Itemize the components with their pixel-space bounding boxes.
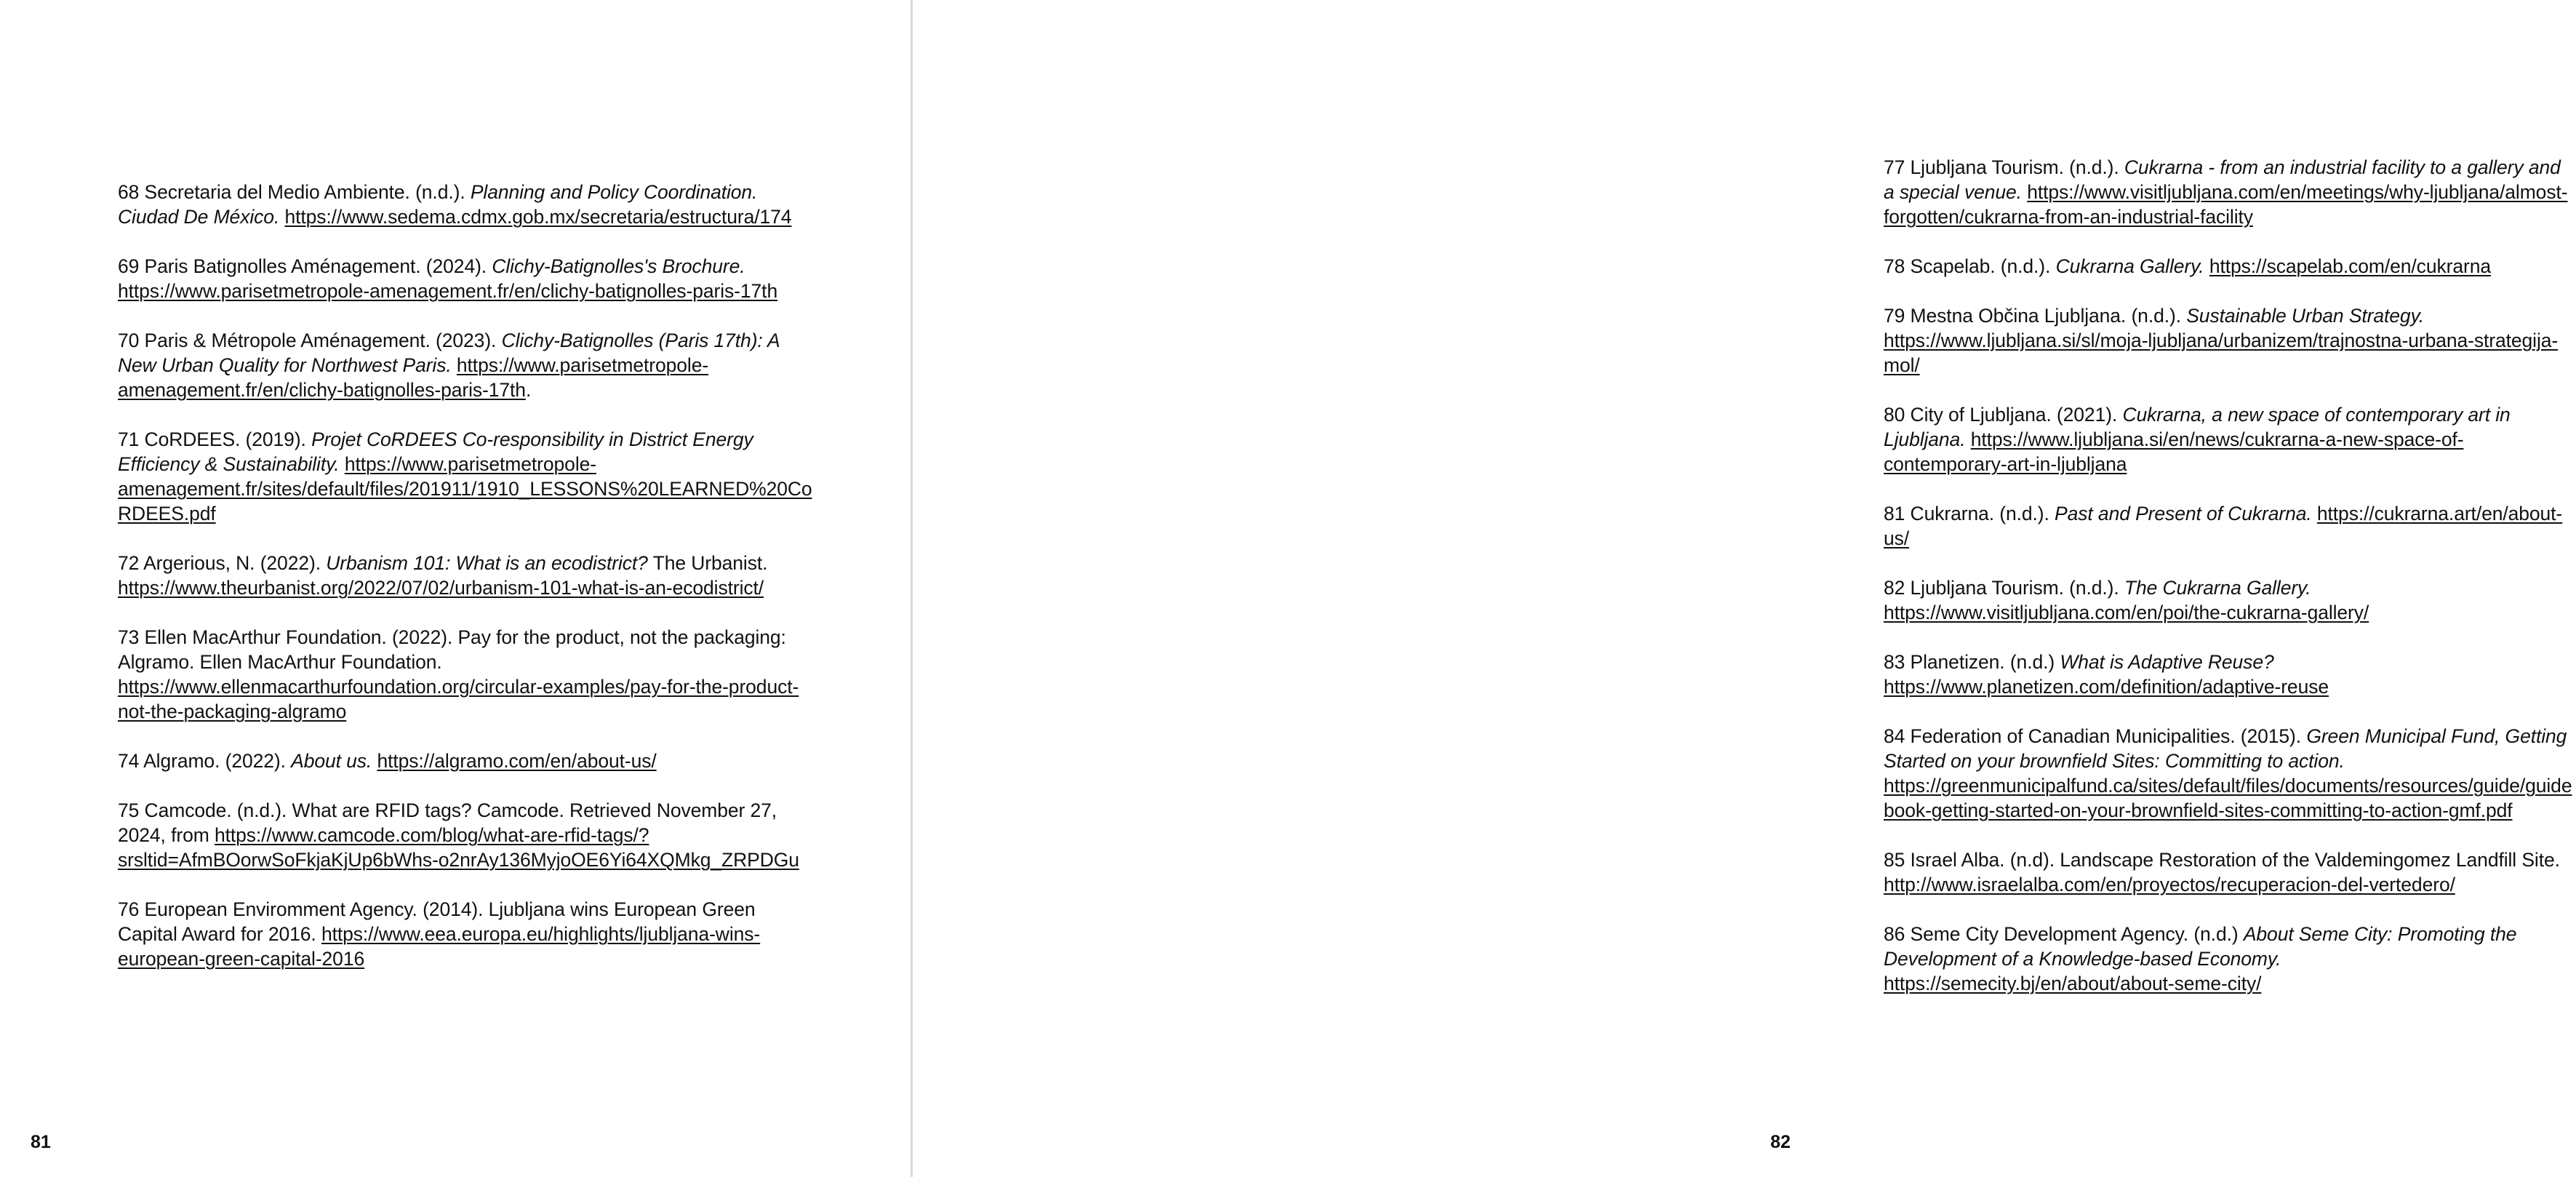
reference-number: 74 xyxy=(118,750,140,772)
reference-item xyxy=(118,180,816,229)
reference-item xyxy=(118,798,816,872)
reference-number: 78 xyxy=(1884,255,1905,277)
reference-author-date: Paris Batignolles Aménagement. (2024). xyxy=(144,255,487,277)
reference-list-right xyxy=(1884,155,2576,1021)
reference-link[interactable]: https://www.ellenmacarthurfoundation.org/circular-examples/pay-for-the-product-not-the-packaging-algramo xyxy=(118,676,799,722)
reference-title: Clichy-Batignolles (Paris 17th): A New Urban Quality for Northwest Paris. xyxy=(118,330,780,376)
reference-number: 70 xyxy=(118,330,140,351)
reference-item xyxy=(118,328,816,402)
reference-author-date: Secretaria del Medio Ambiente. (n.d.). xyxy=(144,181,465,203)
reference-author-date: Planetizen. (n.d.) xyxy=(1910,651,2055,673)
reference-number: 81 xyxy=(1884,503,1905,524)
reference-link[interactable]: https://www.theurbanist.org/2022/07/02/urbanism-101-what-is-an-ecodistrict/ xyxy=(118,577,764,599)
reference-title: Projet CoRDEES Co-responsibility in District Energy Efficiency & Sustainability. xyxy=(118,428,753,475)
reference-link[interactable]: https://www.camcode.com/blog/what-are-rfid-tags/?srsltid=AfmBOorwSoFkjaKjUp6bWhs-o2nrAy136MyjoOE6Yi64XQMkg_ZRPDGu xyxy=(118,824,799,871)
reference-title: Green Municipal Fund, Getting Started on your brownfield Sites: Committing to action. xyxy=(1884,725,2567,772)
reference-number: 86 xyxy=(1884,923,1905,945)
reference-item xyxy=(1884,303,2576,378)
reference-author-date: Ljubljana Tourism. (n.d.). xyxy=(1910,156,2119,178)
reference-number: 79 xyxy=(1884,305,1905,327)
reference-trailing-punctuation: . xyxy=(525,379,532,401)
reference-title: Planning and Policy Coordination. Ciudad De México. xyxy=(118,181,758,228)
reference-author-date: Israel Alba. (n.d). Landscape Restoration of the Valdemingomez Landfill Site. xyxy=(1910,849,2560,871)
reference-number: 84 xyxy=(1884,725,1905,747)
reference-item xyxy=(1884,254,2576,279)
reference-item xyxy=(1884,575,2576,625)
page-number-left: 81 xyxy=(31,1132,51,1152)
reference-number: 71 xyxy=(118,428,140,450)
reference-link[interactable]: https://www.visitljubljana.com/en/meetings/why-ljubljana/almost-forgotten/cukrarna-from-an-industrial-facility xyxy=(1884,181,2568,228)
reference-link[interactable]: https://www.eea.europa.eu/highlights/ljubljana-wins-european-green-capital-2016 xyxy=(118,923,761,970)
reference-link[interactable]: http://www.israelalba.com/en/proyectos/recuperacion-del-vertedero/ xyxy=(1884,874,2455,895)
reference-item xyxy=(1884,724,2576,823)
reference-publisher: The Urbanist. xyxy=(652,552,768,574)
reference-item xyxy=(1884,155,2576,229)
reference-author-date: Federation of Canadian Municipalities. (2015). xyxy=(1910,725,2302,747)
reference-number: 85 xyxy=(1884,849,1905,871)
reference-list-left xyxy=(118,180,816,996)
reference-title: Urbanism 101: What is an ecodistrict? xyxy=(326,552,648,574)
reference-author-date: Mestna Občina Ljubljana. (n.d.). xyxy=(1910,305,2181,327)
reference-item xyxy=(1884,501,2576,551)
reference-author-date: Ljubljana Tourism. (n.d.). xyxy=(1910,577,2119,599)
reference-item xyxy=(118,551,816,600)
reference-number: 76 xyxy=(118,898,140,920)
reference-number: 69 xyxy=(118,255,140,277)
reference-link[interactable]: https://www.parisetmetropole-amenagement.fr/en/clichy-batignolles-paris-17th xyxy=(118,354,709,401)
reference-link[interactable]: https://www.parisetmetropole-amenagement.fr/sites/default/files/201911/1910_LESSONS%20LEARNED%20CoRDEES.pdf xyxy=(118,453,812,524)
reference-number: 82 xyxy=(1884,577,1905,599)
reference-title: Cukrarna - from an industrial facility to a gallery and a special venue. xyxy=(1884,156,2561,203)
reference-link[interactable]: https://www.parisetmetropole-amenagement.fr/en/clichy-batignolles-paris-17th xyxy=(118,280,778,302)
reference-title: About Seme City: Promoting the Development of a Knowledge-based Economy. xyxy=(1884,923,2517,970)
reference-author-date: Paris & Métropole Aménagement. (2023). xyxy=(144,330,497,351)
reference-title: Cukrarna Gallery. xyxy=(2055,255,2204,277)
reference-item xyxy=(118,749,816,773)
reference-link[interactable]: https://www.sedema.cdmx.gob.mx/secretaria/estructura/174 xyxy=(284,206,792,228)
reference-link[interactable]: https://www.visitljubljana.com/en/poi/the-cukrarna-gallery/ xyxy=(1884,602,2369,623)
reference-item xyxy=(118,427,816,526)
right-page xyxy=(913,0,2572,1177)
reference-link[interactable]: https://www.planetizen.com/definition/adaptive-reuse xyxy=(1884,676,2329,698)
reference-link[interactable]: https://cukrarna.art/en/about-us/ xyxy=(1884,503,2563,549)
reference-author-date: Cukrarna. (n.d.). xyxy=(1910,503,2049,524)
reference-number: 73 xyxy=(118,626,140,648)
reference-title: About us. xyxy=(291,750,372,772)
reference-number: 68 xyxy=(118,181,140,203)
reference-title: Cukrarna, a new space of contemporary art in Ljubljana. xyxy=(1884,404,2511,450)
reference-number: 75 xyxy=(118,799,140,821)
reference-item xyxy=(1884,402,2576,476)
reference-author-date: Ellen MacArthur Foundation. (2022). Pay for the product, not the packaging: Algramo. Ellen MacArthur Foundation. xyxy=(118,626,786,673)
reference-link[interactable]: https://semecity.bj/en/about/about-seme-city/ xyxy=(1884,973,2262,994)
reference-item xyxy=(1884,922,2576,996)
reference-number: 77 xyxy=(1884,156,1905,178)
reference-title: Sustainable Urban Strategy. xyxy=(2186,305,2425,327)
reference-title: The Cukrarna Gallery. xyxy=(2124,577,2311,599)
reference-author-date: European Enviromment Agency. (2014). Ljubljana wins European Green Capital Award for 2016. xyxy=(118,898,756,945)
reference-number: 80 xyxy=(1884,404,1905,426)
reference-link[interactable]: https://scapelab.com/en/cukrarna xyxy=(2209,255,2491,277)
reference-number: 83 xyxy=(1884,651,1905,673)
reference-title: Clichy-Batignolles's Brochure. xyxy=(492,255,745,277)
page-number-right: 82 xyxy=(1770,1132,1791,1152)
reference-link[interactable]: https://www.ljubljana.si/sl/moja-ljubljana/urbanizem/trajnostna-urbana-strategija-mol/ xyxy=(1884,330,2559,376)
reference-number: 72 xyxy=(118,552,140,574)
reference-author-date: Camcode. (n.d.). What are RFID tags? Camcode. Retrieved November 27, 2024, from xyxy=(118,799,777,846)
reference-title: What is Adaptive Reuse? xyxy=(2060,651,2274,673)
reference-author-date: Argerious, N. (2022). xyxy=(143,552,321,574)
reference-author-date: CoRDEES. (2019). xyxy=(144,428,306,450)
reference-author-date: Seme City Development Agency. (n.d.) xyxy=(1910,923,2239,945)
left-page xyxy=(0,0,911,1177)
reference-link[interactable]: https://www.ljubljana.si/en/news/cukrarna-a-new-space-of-contemporary-art-in-ljubljana xyxy=(1884,428,2464,475)
reference-item xyxy=(1884,847,2576,897)
reference-author-date: City of Ljubljana. (2021). xyxy=(1910,404,2118,426)
reference-link[interactable]: https://algramo.com/en/about-us/ xyxy=(377,750,657,772)
reference-item xyxy=(1884,650,2576,699)
reference-author-date: Scapelab. (n.d.). xyxy=(1910,255,2051,277)
reference-title: Past and Present of Cukrarna. xyxy=(2055,503,2312,524)
reference-item xyxy=(118,254,816,303)
reference-item xyxy=(118,897,816,971)
reference-author-date: Algramo. (2022). xyxy=(143,750,286,772)
reference-link[interactable]: https://greenmunicipalfund.ca/sites/default/files/documents/resources/guide/guidebook-getting-started-on-your-brownfield-sites-committing-to-action-gmf.pdf xyxy=(1884,775,2572,821)
reference-item xyxy=(118,625,816,724)
